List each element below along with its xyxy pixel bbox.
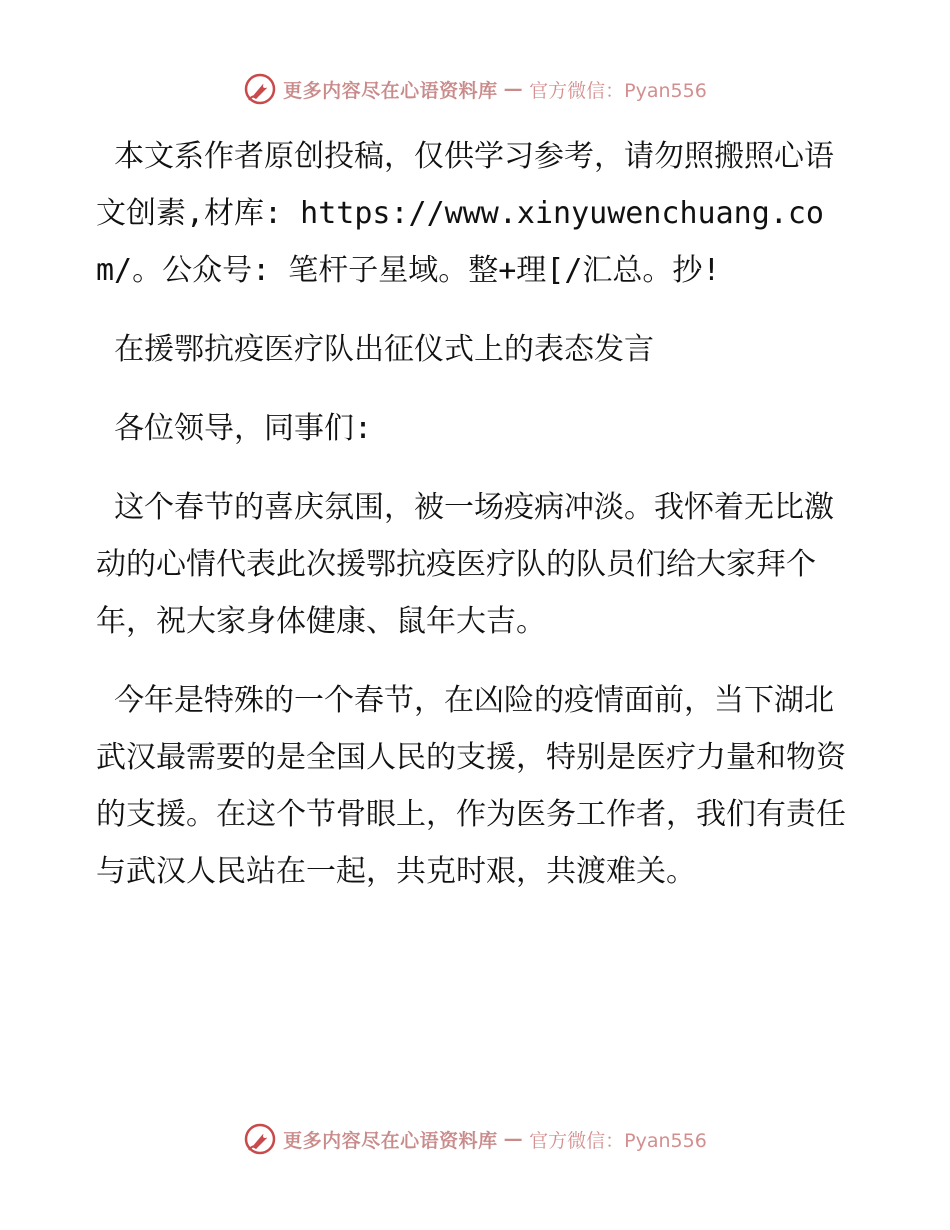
paragraph-title: 在援鄂抗疫医疗队出征仪式上的表态发言 [96,332,655,367]
document-body [96,128,856,922]
paragraph-greeting: 这个春节的喜庆氛围，被一场疫病冲淡。我怀着无比激动的心情代表此次援鄂抗疫医疗队的队员们给大家拜个年，祝大家身体健康、鼠年大吉。 [96,490,835,639]
banner-title: 更多内容尽在心语资料库 [283,1129,498,1152]
pen-nib-logo-icon [243,1122,277,1156]
pen-nib-logo-icon [243,72,277,106]
paragraph-salutation: 各位领导，同事们: [96,411,373,446]
banner-wechat: 官方微信：Pyan556 [529,79,707,102]
header-banner [0,72,950,106]
paragraph-body: 今年是特殊的一个春节，在凶险的疫情面前，当下湖北武汉最需要的是全国人民的支援，特别是医疗力量和物资的支援。在这个节骨眼上，作为医务工作者，我们有责任与武汉人民站在一起，共克时艰，共渡难关。 [96,683,846,889]
paragraph-disclaimer: 本文系作者原创投稿，仅供学习参考，请勿照搬照心语文创素,材库: https://www.xinyuwenchuang.com/。公众号: 笔杆子星域。整+理[/汇总。抄! [96,139,835,288]
banner-dash: — [503,1128,524,1150]
banner-wechat: 官方微信：Pyan556 [529,1129,707,1152]
banner-title: 更多内容尽在心语资料库 [283,79,498,102]
banner-dash: — [503,78,524,100]
footer-banner [0,1122,950,1156]
